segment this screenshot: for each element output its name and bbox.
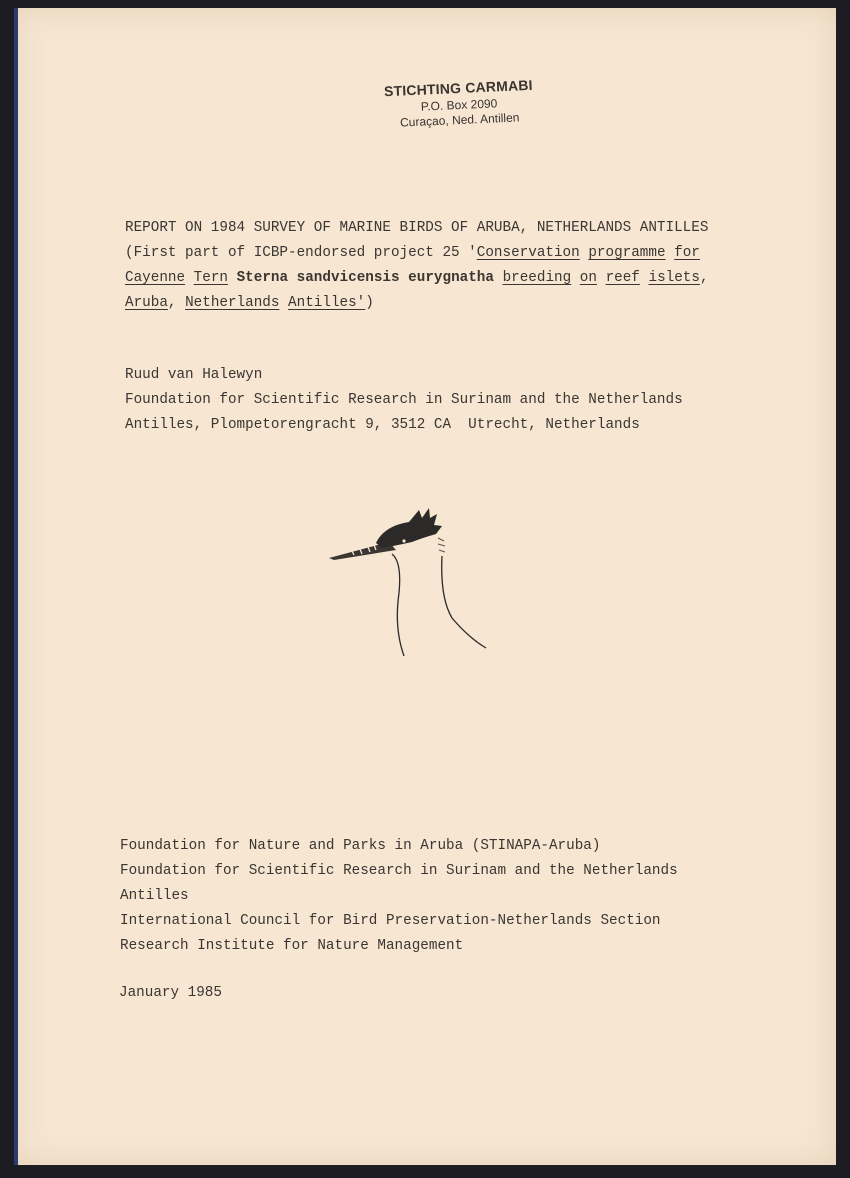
title-line-1: REPORT ON 1984 SURVEY OF MARINE BIRDS OF ARUBA, NETHERLANDS ANTILLES — [125, 220, 709, 236]
author-affiliation-1: Foundation for Scientific Research in Surinam and the Netherlands — [125, 392, 683, 408]
author-affiliation-2: Antilles, Plompetorengracht 9, 3512 CA Utrecht, Netherlands — [125, 417, 640, 433]
binding-edge — [14, 8, 18, 1165]
author-name: Ruud van Halewyn — [125, 367, 263, 383]
title-word: Aruba — [125, 295, 168, 311]
title-word: Conservation — [476, 245, 580, 261]
report-date: January 1985 — [119, 985, 222, 1001]
tern-crest — [376, 508, 442, 548]
title-word: on — [579, 270, 597, 286]
stamp-location: Curaçao, Ned. Antillen — [399, 110, 520, 130]
title-word: for — [674, 245, 700, 261]
title-punct: , — [699, 270, 709, 286]
species-name: Sterna sandvicensis eurygnatha — [236, 270, 494, 286]
sponsor-item: Antilles — [120, 888, 189, 904]
sponsor-item: International Council for Bird Preservation-Netherlands Section — [120, 913, 661, 929]
title-word: islets — [648, 270, 700, 286]
title-word: reef — [605, 270, 640, 286]
sponsors-list — [120, 834, 678, 959]
stamp-name: STICHTING CARMABI — [383, 76, 534, 100]
institution-stamp — [368, 76, 550, 131]
title-word: Cayenne — [125, 270, 186, 286]
sponsor-item: Research Institute for Nature Management — [120, 938, 464, 954]
sponsor-item: Foundation for Nature and Parks in Aruba (STINAPA-Aruba) — [120, 838, 601, 854]
tern-nape-marks — [438, 538, 445, 552]
title-word: programme — [588, 245, 666, 261]
title-word: Netherlands — [185, 295, 280, 311]
cayenne-tern-drawing — [324, 498, 504, 668]
title-punct: ) — [365, 295, 374, 311]
title-word: Antilles' — [288, 295, 366, 311]
tern-eye — [402, 539, 405, 542]
title-line-2-prefix: (First part of ICBP-endorsed project 25 ' — [125, 245, 477, 261]
title-word: Tern — [193, 270, 228, 286]
stamp-po-box: P.O. Box 2090 — [420, 96, 498, 114]
tern-neck-back — [442, 556, 486, 648]
tern-neck-front — [392, 554, 404, 656]
report-title: REPORT ON 1984 SURVEY OF MARINE BIRDS OF ARUBA, NETHERLANDS ANTILLES (First part of ICBP-endorsed project 25 'Conservation programme for Cayenne Tern Sterna sandvicensis eurygnatha breeding on reef islets, Aruba, Netherlands Antilles') — [125, 220, 709, 311]
sponsor-item: Foundation for Scientific Research in Surinam and the Netherlands — [120, 863, 678, 879]
document-page — [14, 8, 836, 1165]
title-word: breeding — [502, 270, 572, 286]
author-block — [125, 363, 683, 438]
